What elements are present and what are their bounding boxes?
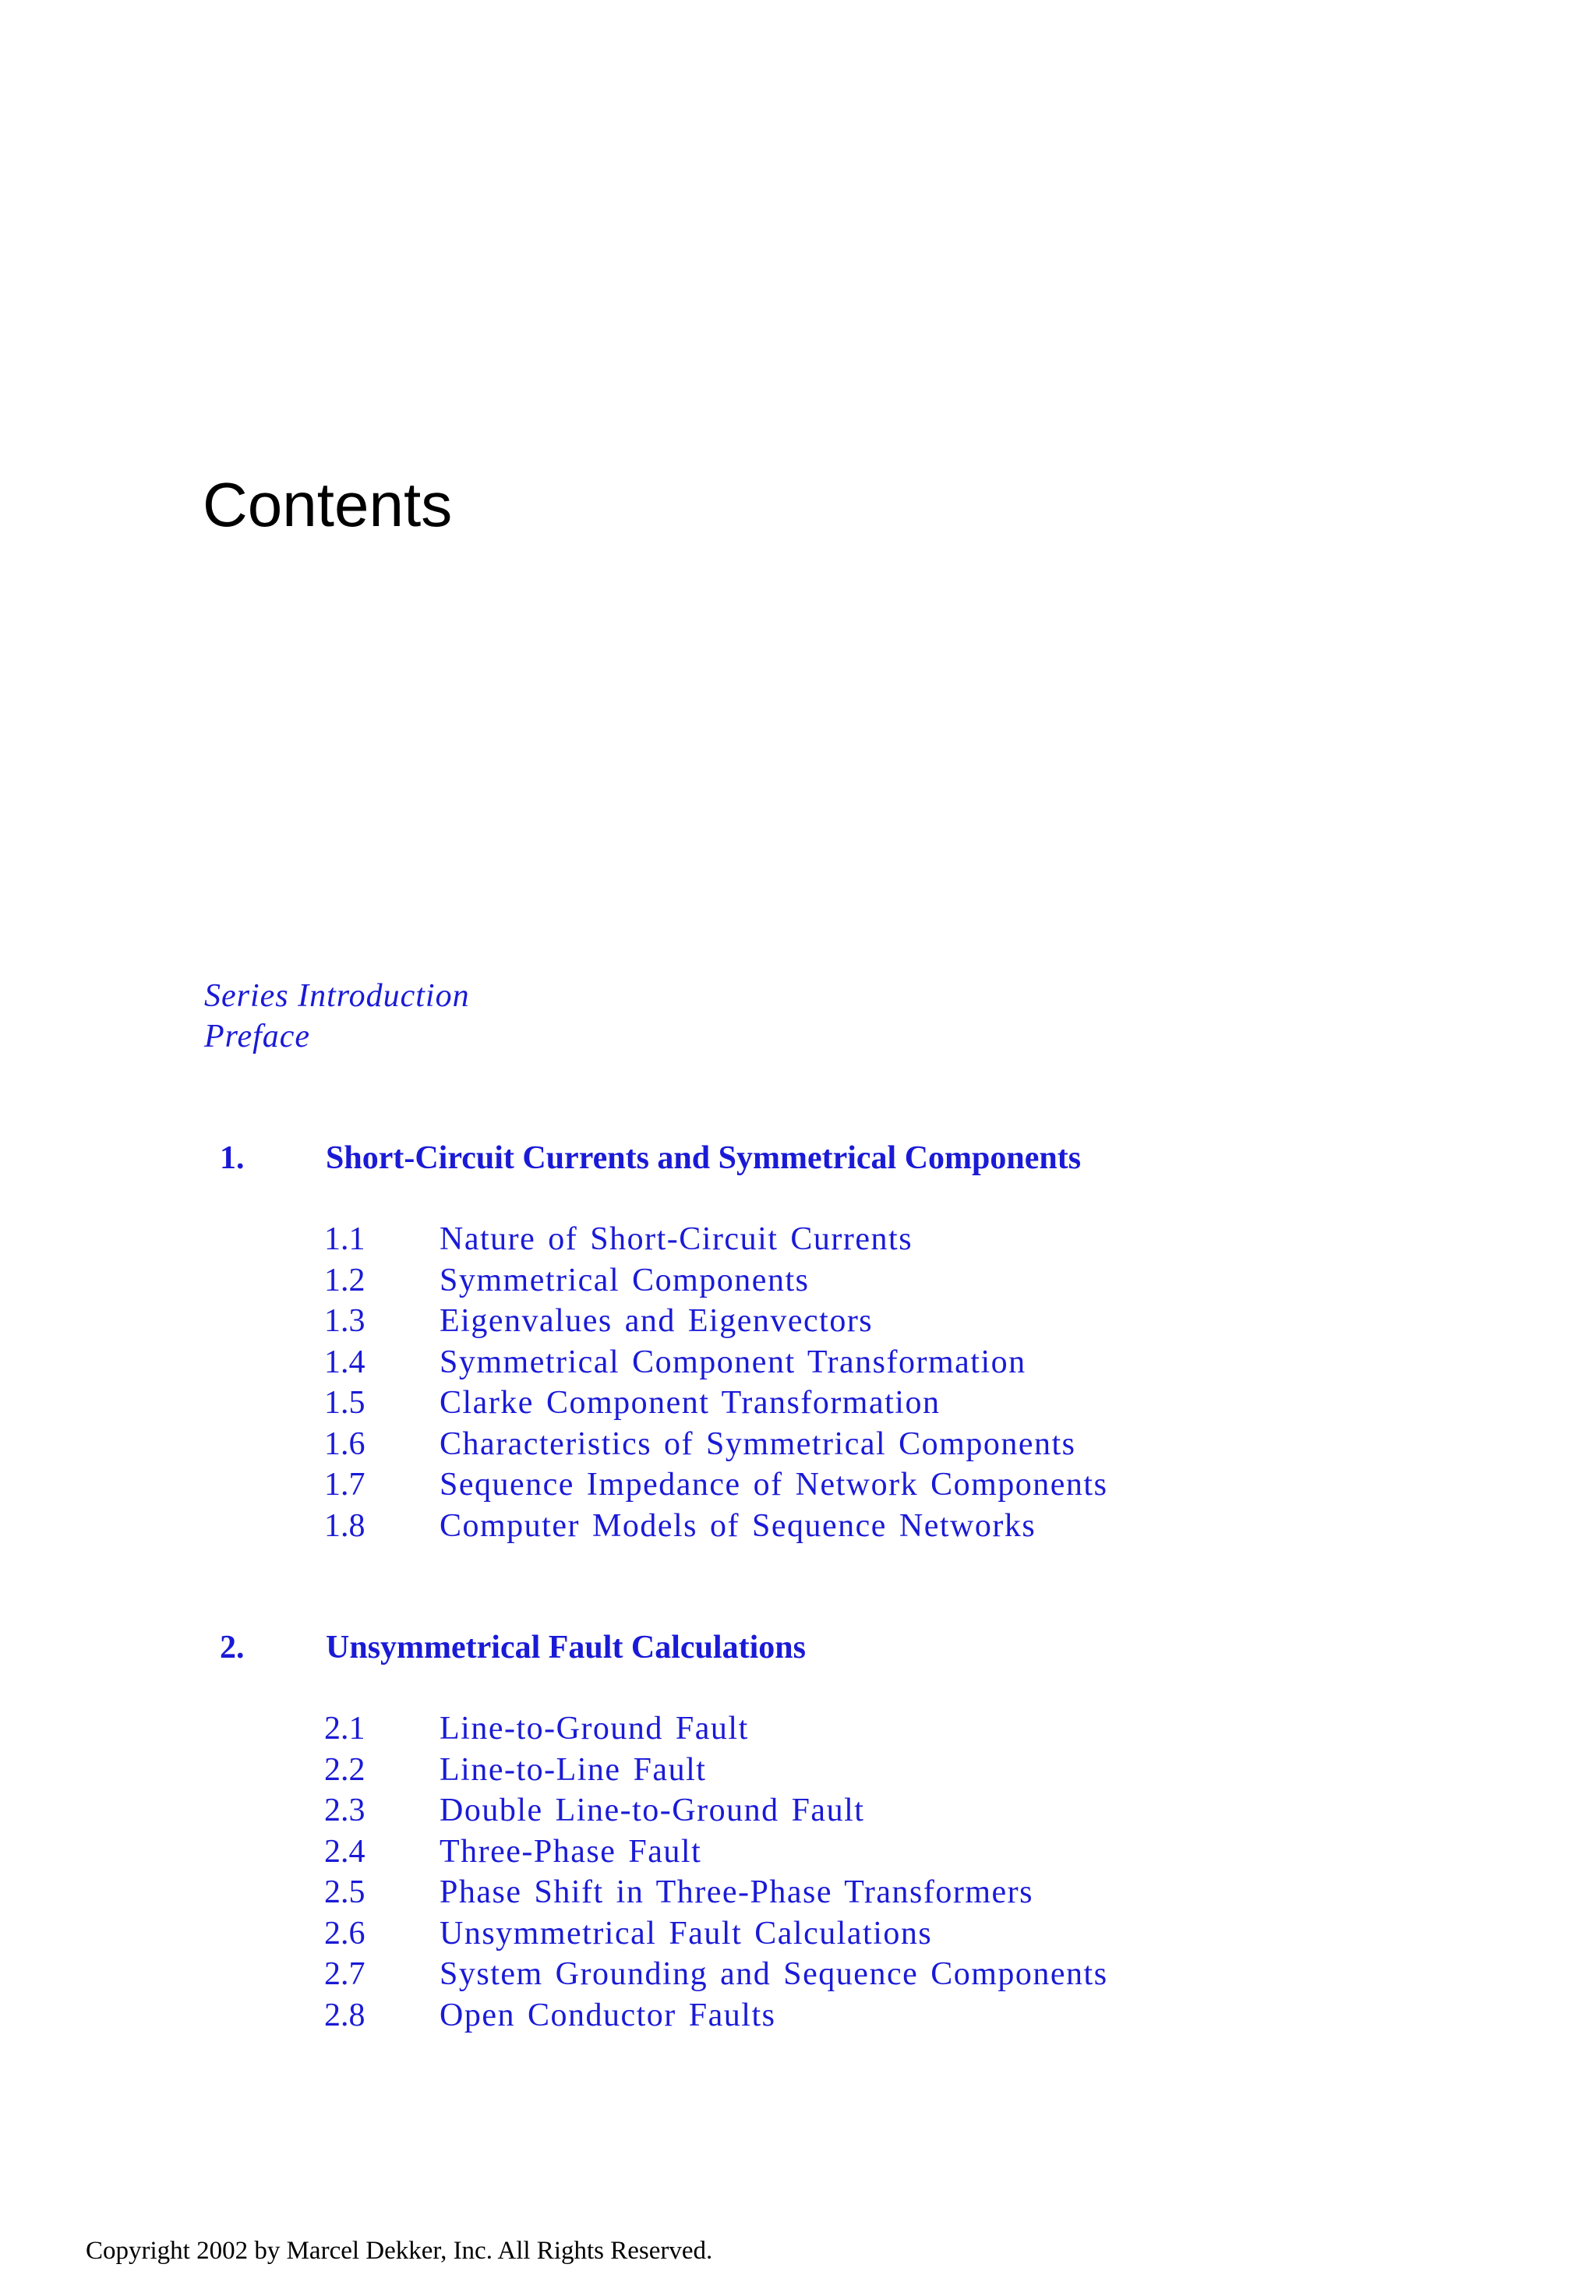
section-number: 1.4 [324, 1344, 365, 1380]
chapter-number: 1. [220, 1140, 245, 1176]
toc-section-1-4[interactable] [324, 1342, 1107, 1383]
section-list [324, 1708, 1108, 2036]
toc-section-2-5[interactable] [324, 1872, 1108, 1913]
toc-section-1-1[interactable] [324, 1219, 1107, 1260]
section-title: Computer Models of Sequence Networks [440, 1507, 1036, 1544]
section-title: Symmetrical Components [440, 1262, 810, 1298]
section-number: 2.8 [324, 1997, 365, 2033]
chapter-title: Unsymmetrical Fault Calculations [326, 1630, 806, 1665]
section-number: 2.5 [324, 1874, 365, 1910]
toc-section-1-8[interactable] [324, 1506, 1107, 1547]
section-number: 2.1 [324, 1711, 365, 1747]
toc-section-1-7[interactable] [324, 1464, 1107, 1506]
section-number: 2.6 [324, 1915, 365, 1952]
section-title: Clarke Component Transformation [440, 1385, 941, 1421]
section-number: 2.2 [324, 1751, 365, 1788]
front-matter-list [204, 976, 470, 1057]
toc-section-1-5[interactable] [324, 1383, 1107, 1424]
section-title: Three-Phase Fault [440, 1833, 702, 1870]
section-number: 1.5 [324, 1385, 365, 1421]
section-list [324, 1219, 1107, 1546]
chapter-title: Short-Circuit Currents and Symmetrical Components [326, 1140, 1082, 1176]
section-number: 1.6 [324, 1425, 365, 1462]
toc-link-preface[interactable]: Preface [204, 1019, 311, 1054]
copyright-footer: Copyright 2002 by Marcel Dekker, Inc. All Rights Reserved. [86, 2237, 713, 2265]
section-title: System Grounding and Sequence Components [440, 1956, 1108, 1992]
section-number: 1.3 [324, 1303, 365, 1339]
section-title: Characteristics of Symmetrical Components [440, 1425, 1076, 1462]
toc-section-2-8[interactable] [324, 1995, 1108, 2036]
section-title: Sequence Impedance of Network Components [440, 1467, 1108, 1503]
section-title: Phase Shift in Three-Phase Transformers [440, 1874, 1033, 1910]
section-title: Line-to-Line Fault [440, 1751, 707, 1788]
section-title: Double Line-to-Ground Fault [440, 1793, 865, 1828]
section-title: Open Conductor Faults [440, 1997, 776, 2033]
page-title: Contents [203, 470, 453, 539]
section-number: 1.2 [324, 1262, 365, 1298]
section-number: 1.1 [324, 1221, 365, 1257]
toc-section-2-2[interactable] [324, 1750, 1108, 1791]
toc-section-2-6[interactable] [324, 1913, 1108, 1955]
toc-section-2-1[interactable] [324, 1708, 1108, 1750]
chapter-1-link[interactable] [220, 1140, 1081, 1176]
toc-section-1-3[interactable] [324, 1301, 1107, 1342]
toc-section-2-4[interactable] [324, 1832, 1108, 1873]
section-title: Symmetrical Component Transformation [440, 1344, 1026, 1380]
toc-section-2-3[interactable] [324, 1790, 1108, 1832]
section-number: 1.7 [324, 1467, 365, 1503]
toc-section-1-6[interactable] [324, 1424, 1107, 1465]
section-number: 2.4 [324, 1833, 365, 1870]
toc-section-2-7[interactable] [324, 1954, 1108, 1995]
section-title: Unsymmetrical Fault Calculations [440, 1915, 933, 1952]
toc-link-series-introduction[interactable]: Series Introduction [204, 978, 470, 1014]
section-number: 2.7 [324, 1956, 365, 1992]
chapter-2-link[interactable] [220, 1630, 806, 1665]
section-number: 2.3 [324, 1793, 365, 1828]
section-title: Eigenvalues and Eigenvectors [440, 1303, 874, 1339]
chapter-number: 2. [220, 1630, 245, 1665]
toc-section-1-2[interactable] [324, 1260, 1107, 1302]
section-title: Line-to-Ground Fault [440, 1711, 749, 1747]
section-number: 1.8 [324, 1507, 365, 1544]
section-title: Nature of Short-Circuit Currents [440, 1221, 913, 1257]
